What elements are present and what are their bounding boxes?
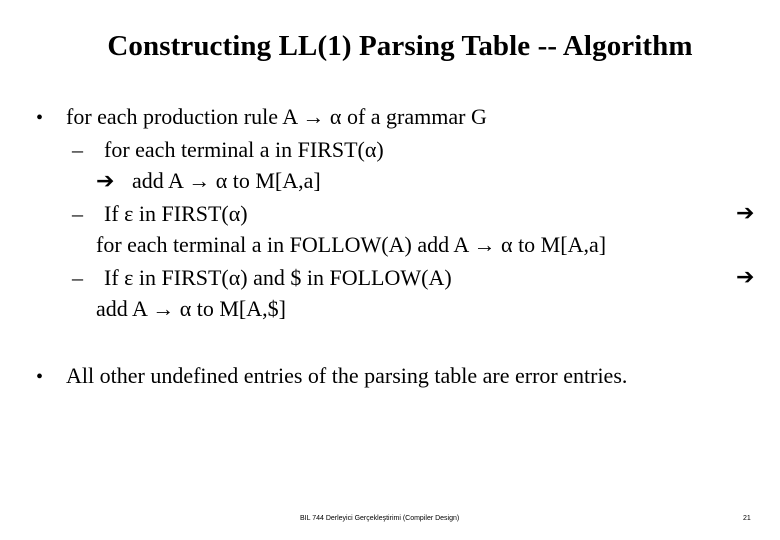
slide-title: Constructing LL(1) Parsing Table -- Algorithm <box>107 30 693 62</box>
line-text: If ε in FIRST(α) <box>104 201 248 226</box>
action-add-to-table <box>96 170 321 192</box>
action-follow-add <box>96 234 606 256</box>
dash-icon: – <box>72 137 83 162</box>
sub-item-epsilon-dollar <box>72 267 452 289</box>
line-text: If ε in FIRST(α) and $ in FOLLOW(A) <box>104 265 452 290</box>
bullet-item-production-rule <box>36 106 487 128</box>
footer-page-number: 21 <box>743 515 751 522</box>
footer-course: BIL 744 Derleyici Gerçekleştirimi (Compiler Design) <box>300 515 460 522</box>
bullet-icon: • <box>36 366 44 388</box>
line-text: add A → α to M[A,$] <box>96 296 286 321</box>
line-text: All other undefined entries of the parsing table are error entries. <box>66 363 628 388</box>
arrow-icon: ➔ <box>736 200 755 225</box>
line-text: for each production rule A → α of a grammar G <box>66 104 487 129</box>
action-add-dollar <box>96 298 286 320</box>
line-text: for each terminal a in FOLLOW(A) add A → α to M[A,a] <box>96 232 607 257</box>
sub-item-first <box>72 139 384 161</box>
bullet-item-error-entries <box>36 365 627 387</box>
sub-item-epsilon-first <box>72 203 248 225</box>
line-text: for each terminal a in FIRST(α) <box>104 137 384 162</box>
dash-icon: – <box>72 201 83 226</box>
line-text: add A → α to M[A,a] <box>132 168 321 193</box>
arrow-icon: ➔ <box>736 264 755 289</box>
arrow-icon: ➔ <box>96 168 115 193</box>
bullet-icon: • <box>36 107 44 129</box>
dash-icon: – <box>72 265 83 290</box>
